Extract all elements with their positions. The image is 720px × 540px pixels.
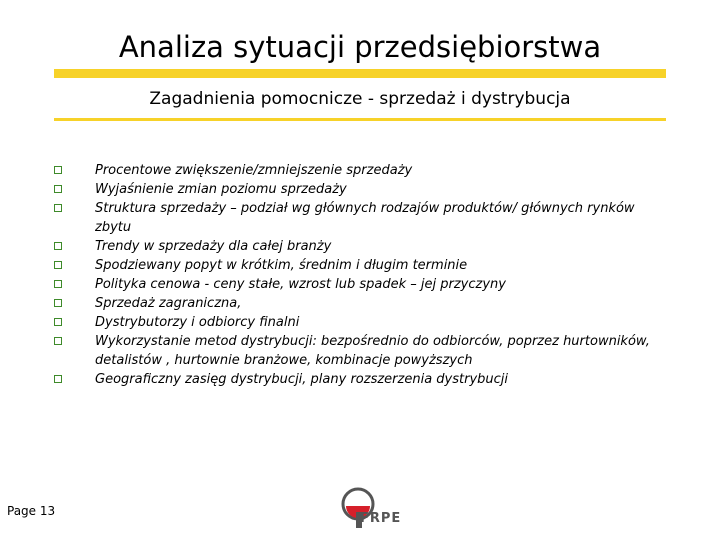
title-underline-bar [54,69,666,78]
list-item-text: Spodziewany popyt w krótkim, średnim i długim terminie [95,258,468,273]
square-bullet-icon [54,204,62,212]
slide-subtitle: Zagadnienia pomocnicze - sprzedaż i dystrybucja [149,89,571,109]
list-item-text: Geograficzny zasięg dystrybucji, plany rozszerzenia dystrybucji [95,372,509,387]
square-bullet-icon [54,185,62,193]
bullet-list [54,161,674,389]
subtitle-underline [54,118,666,121]
list-item [54,294,674,313]
list-item-text: Dystrybutorzy i odbiorcy finalni [95,315,300,330]
list-item-text: Polityka cenowa - ceny stałe, wzrost lub spadek – jej przyczyny [95,277,506,292]
square-bullet-icon [54,280,62,288]
square-bullet-icon [54,261,62,269]
logo-text: FRPE [360,511,402,526]
list-item [54,256,674,275]
slide-title: Analiza sytuacji przedsiębiorstwa [118,30,602,64]
list-item-text: Procentowe zwiększenie/zmniejszenie sprzedaży [95,163,413,178]
list-item-text: Trendy w sprzedaży dla całej branży [95,239,332,254]
square-bullet-icon [54,375,62,383]
list-item [54,199,674,237]
page-number: Page 13 [7,504,56,518]
square-bullet-icon [54,337,62,345]
list-item [54,161,674,180]
list-item [54,275,674,294]
list-item-text: Sprzedaż zagraniczna, [95,296,242,311]
square-bullet-icon [54,242,62,250]
list-item [54,370,674,389]
list-item [54,237,674,256]
list-item [54,332,674,370]
list-item [54,313,674,332]
list-item-text: Wyjaśnienie zmian poziomu sprzedaży [95,182,347,197]
list-item-text: Struktura sprzedaży – podział wg głównych rodzajów produktów/ głównych rynków zbytu [95,201,635,235]
square-bullet-icon [54,318,62,326]
list-item [54,180,674,199]
list-item-text: Wykorzystanie metod dystrybucji: bezpośrednio do odbiorców, poprzez hurtowników, detalistów , hurtownie branżowe, kombinacje powyższych [95,334,650,368]
square-bullet-icon [54,299,62,307]
square-bullet-icon [54,166,62,174]
